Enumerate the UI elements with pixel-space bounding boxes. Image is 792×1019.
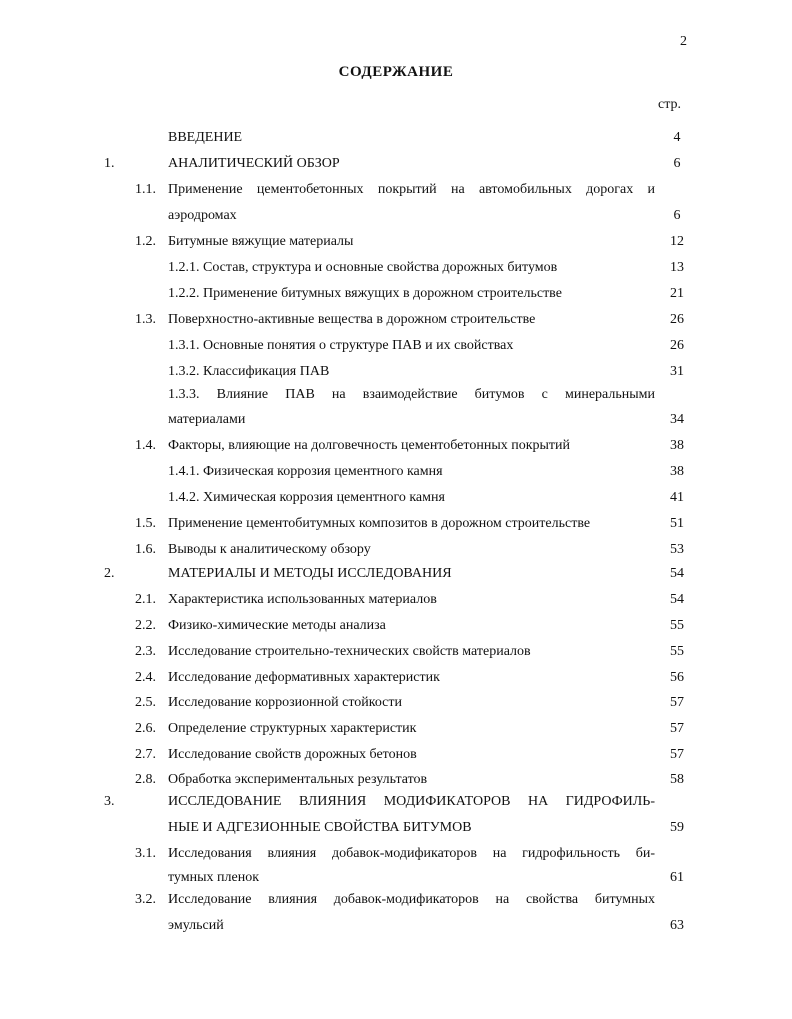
toc-entry-number: 1.1. <box>135 182 156 197</box>
toc-entry-number: 3. <box>104 794 115 809</box>
toc-entry-title-text: Обработка экспериментальных результатов <box>168 772 428 787</box>
toc-entry-page: 51 <box>670 516 684 531</box>
toc-entry-number: 1.6. <box>135 542 156 557</box>
toc-entry-title <box>168 616 655 636</box>
toc-entry-title-tail: аэродромах <box>168 208 237 223</box>
toc-entry-number: 3.2. <box>135 892 156 907</box>
toc-entry-page: 6 <box>673 208 681 223</box>
toc-entry-title <box>168 232 655 252</box>
toc-entry-title <box>168 462 655 482</box>
toc-entry-title <box>168 642 655 662</box>
toc-entry-number: 1.2. <box>135 234 156 249</box>
toc-entry-number: 1. <box>104 156 115 171</box>
toc-entry-number: 3.1. <box>135 846 156 861</box>
toc-entry-title-text: Факторы, влияющие на долговечность цементобетонных покрытий <box>168 438 571 453</box>
toc-entry-title <box>168 436 655 456</box>
toc-entry-title-text: Выводы к аналитическому обзору <box>168 542 371 557</box>
toc-entry-number: 2.8. <box>135 772 156 787</box>
toc-entry-number: 2.7. <box>135 747 156 762</box>
toc-entry-page: 57 <box>670 695 684 710</box>
toc-entry-title-continued <box>168 868 655 888</box>
toc-entry-number: 2.1. <box>135 592 156 607</box>
toc-entry-page: 21 <box>670 286 684 301</box>
toc-entry-number: 1.5. <box>135 516 156 531</box>
toc-entry-page: 38 <box>670 438 684 453</box>
toc-entry-page: 55 <box>670 618 684 633</box>
toc-entry-page: 61 <box>670 870 684 885</box>
toc-entry-title <box>168 284 655 304</box>
toc-entry-title <box>168 540 655 560</box>
toc-entry-page: 54 <box>670 566 684 581</box>
toc-entry-page: 41 <box>670 490 684 505</box>
toc-entry-title-text: Исследование коррозионной стойкости <box>168 695 403 710</box>
toc-entry-title: Исследования влияния добавок-модификаторов на гидрофильность би- <box>168 846 655 861</box>
toc-entry-title-continued <box>168 818 655 838</box>
toc-entry-number: 2.2. <box>135 618 156 633</box>
toc-entry-title <box>168 488 655 508</box>
toc-entry-title-tail: тумных пленок <box>168 870 259 885</box>
toc-entry-title-text: 1.4.1. Физическая коррозия цементного камня <box>168 464 443 479</box>
toc-entry-title-tail: эмульсий <box>168 918 224 933</box>
toc-entry-page: 59 <box>670 820 684 835</box>
toc-entry-page: 26 <box>670 338 684 353</box>
toc-entry-title-text: 1.3.1. Основные понятия о структуре ПАВ и их свойствах <box>168 338 514 353</box>
toc-entry-number: 2.3. <box>135 644 156 659</box>
toc-entry-title-text: АНАЛИТИЧЕСКИЙ ОБЗОР <box>168 156 340 171</box>
toc-entry-page: 57 <box>670 721 684 736</box>
toc-entry-page: 63 <box>670 918 684 933</box>
toc-entry-title-text: Поверхностно-активные вещества в дорожном строительстве <box>168 312 536 327</box>
toc-entry-title <box>168 564 655 584</box>
toc-entry-title-text: 1.4.2. Химическая коррозия цементного камня <box>168 490 445 505</box>
toc-entry-number: 2.6. <box>135 721 156 736</box>
toc-entry-page: 6 <box>673 156 681 171</box>
toc-entry-page: 26 <box>670 312 684 327</box>
toc-entry-title: Применение цементобетонных покрытий на автомобильных дорогах и <box>168 182 655 197</box>
toc-entry-page: 31 <box>670 364 684 379</box>
toc-entry-title <box>168 128 655 148</box>
toc-entry-title <box>168 154 655 174</box>
toc-entry-title-text: ВВЕДЕНИЕ <box>168 130 243 145</box>
toc-entry-page: 58 <box>670 772 684 787</box>
toc-entry-title-text: Битумные вяжущие материалы <box>168 234 354 249</box>
toc-entry-title <box>168 514 655 534</box>
toc-entry-number: 1.4. <box>135 438 156 453</box>
toc-entry-page: 56 <box>670 670 684 685</box>
toc-entry-page: 53 <box>670 542 684 557</box>
toc-entry-number: 2. <box>104 566 115 581</box>
toc-entry-page: 4 <box>673 130 681 145</box>
toc-entry-title-text: МАТЕРИАЛЫ И МЕТОДЫ ИССЛЕДОВАНИЯ <box>168 566 452 581</box>
toc-entry-title <box>168 770 655 790</box>
page-number: 2 <box>680 34 687 49</box>
toc-entry-title-text: Исследование деформативных характеристик <box>168 670 440 685</box>
toc-entry-page: 13 <box>670 260 684 275</box>
toc-entry-title-text: 1.2.2. Применение битумных вяжущих в дорожном строительстве <box>168 286 562 301</box>
toc-entry-page: 54 <box>670 592 684 607</box>
toc-entry-title-text: 1.3.2. Классификация ПАВ <box>168 364 330 379</box>
toc-entry-title: Исследование влияния добавок-модификаторов на свойства битумных <box>168 892 655 907</box>
toc-entry-title <box>168 745 655 765</box>
toc-entry-title-continued <box>168 206 655 226</box>
toc-entry-page: 34 <box>670 412 684 427</box>
toc-entry-title <box>168 668 655 688</box>
page-column-label: стр. <box>658 97 682 112</box>
toc-entry-number: 2.5. <box>135 695 156 710</box>
toc-entry-title-text: Исследование свойств дорожных бетонов <box>168 747 417 762</box>
toc-entry-title <box>168 258 655 278</box>
toc-entry-title <box>168 719 655 739</box>
toc-entry-page: 38 <box>670 464 684 479</box>
toc-entry-page: 57 <box>670 747 684 762</box>
toc-entry-title <box>168 310 655 330</box>
toc-entry-title-text: 1.2.1. Состав, структура и основные свойства дорожных битумов <box>168 260 558 275</box>
toc-entry-title-tail: НЫЕ И АДГЕЗИОННЫЕ СВОЙСТВА БИТУМОВ <box>168 820 472 835</box>
toc-entry-title-tail: материалами <box>168 412 246 427</box>
toc-entry-title: 1.3.3. Влияние ПАВ на взаимодействие битумов с минеральными <box>168 387 655 402</box>
toc-entry-page: 55 <box>670 644 684 659</box>
toc-entry-number: 1.3. <box>135 312 156 327</box>
toc-entry-number: 2.4. <box>135 670 156 685</box>
page-title: СОДЕРЖАНИЕ <box>338 64 454 80</box>
toc-entry-title-text: Исследование строительно-технических свойств материалов <box>168 644 531 659</box>
toc-entry-title-text: Определение структурных характеристик <box>168 721 417 736</box>
toc-entry-title-text: Применение цементобитумных композитов в дорожном строительстве <box>168 516 591 531</box>
toc-entry-title: ИССЛЕДОВАНИЕ ВЛИЯНИЯ МОДИФИКАТОРОВ НА ГИДРОФИЛЬ- <box>168 794 655 809</box>
toc-entry-page: 12 <box>670 234 684 249</box>
toc-entry-title <box>168 362 655 382</box>
toc-entry-title <box>168 590 655 610</box>
toc-entry-title-continued <box>168 410 655 430</box>
toc-entry-title <box>168 693 655 713</box>
toc-entry-title-continued <box>168 916 655 936</box>
toc-entry-title-text: Характеристика использованных материалов <box>168 592 437 607</box>
toc-entry-title <box>168 336 655 356</box>
toc-entry-title-text: Физико-химические методы анализа <box>168 618 386 633</box>
